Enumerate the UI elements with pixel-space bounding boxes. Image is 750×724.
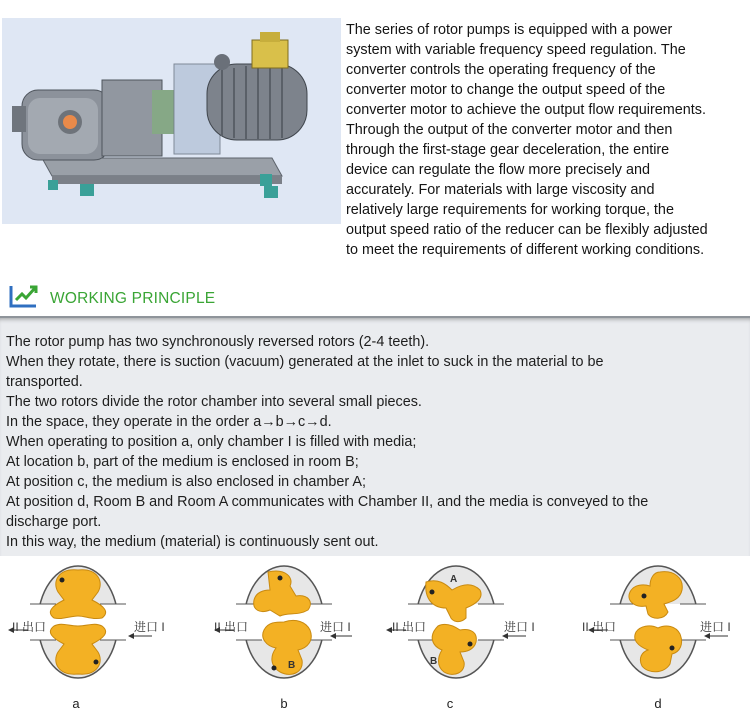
section-title: WORKING PRINCIPLE <box>50 290 216 307</box>
intro-line: device can regulate the flow more precisely and <box>346 162 650 178</box>
principle-line: At location b, part of the medium is enclosed in room B; <box>6 454 359 470</box>
principle-line: When they rotate, there is suction (vacuum) generated at the inlet to suck in the material to be <box>6 354 604 370</box>
working-principle-panel <box>0 316 750 556</box>
stage-label: a <box>72 696 80 711</box>
intro-line: relatively large requirements for working torque, the <box>346 202 674 218</box>
principle-line: At position d, Room B and Room A communicates with Chamber II, and the media is conveyed to the <box>6 494 649 510</box>
stage-d-diagram <box>568 556 750 724</box>
stage-a-diagram <box>0 556 188 724</box>
outlet-label: II 出口 <box>12 620 47 634</box>
intro-line: through the first-stage gear deceleration, the entire <box>346 142 670 158</box>
principle-paragraph <box>6 332 748 552</box>
rotor-pump-image <box>2 18 341 224</box>
principle-line: The rotor pump has two synchronously reversed rotors (2-4 teeth). <box>6 334 430 350</box>
stage-label: c <box>446 696 454 711</box>
intro-line: converter motor to change the output speed of the <box>346 82 666 98</box>
intro-line: output speed ratio of the reducer can be flexibly adjusted <box>346 222 708 238</box>
principle-line: In this way, the medium (material) is continuously sent out. <box>6 534 379 550</box>
inlet-label: 进口 I <box>504 620 535 634</box>
principle-line: In the space, they operate in the order a→b→c→d. <box>6 414 332 430</box>
intro-paragraph <box>346 20 748 260</box>
inlet-label: 进口 I <box>134 620 165 634</box>
principle-line: When operating to position a, only chamber I is filled with media; <box>6 434 417 450</box>
intro-line: Through the output of the converter motor and then <box>346 122 673 138</box>
intro-line: converter motor to achieve the output flow requirements. <box>346 102 706 118</box>
outlet-label: II 出口 <box>582 620 617 634</box>
outlet-label: II 出口 <box>214 620 249 634</box>
intro-line: to meet the requirements of different working conditions. <box>346 242 705 258</box>
rotor-stage-diagrams <box>0 556 750 724</box>
stage-label: d <box>654 696 662 711</box>
rotor-pump-illustration <box>2 18 341 224</box>
intro-line: The series of rotor pumps is equipped with a power <box>346 22 673 38</box>
chamber-b-label: B <box>288 660 296 671</box>
stage-label: b <box>280 696 288 711</box>
working-principle-header <box>0 276 750 316</box>
chamber-b-label: B <box>430 656 438 667</box>
principle-line: transported. <box>6 374 83 390</box>
intro-line: system with variable frequency speed regulation. The <box>346 42 686 58</box>
principle-line: discharge port. <box>6 514 102 530</box>
inlet-label: 进口 I <box>320 620 351 634</box>
stage-c-diagram <box>380 556 556 724</box>
outlet-label: II 出口 <box>392 620 427 634</box>
intro-line: accurately. For materials with large viscosity and <box>346 182 655 198</box>
chamber-a-label: A <box>450 574 458 585</box>
product-intro-section <box>0 0 750 262</box>
intro-line: converter controls the operating frequency of the <box>346 62 656 78</box>
inlet-label: 进口 I <box>700 620 731 634</box>
principle-line: The two rotors divide the rotor chamber into several small pieces. <box>6 394 422 410</box>
chart-check-icon <box>8 282 40 310</box>
principle-line: At position c, the medium is also enclosed in chamber A; <box>6 474 366 490</box>
stage-b-diagram <box>200 556 370 724</box>
